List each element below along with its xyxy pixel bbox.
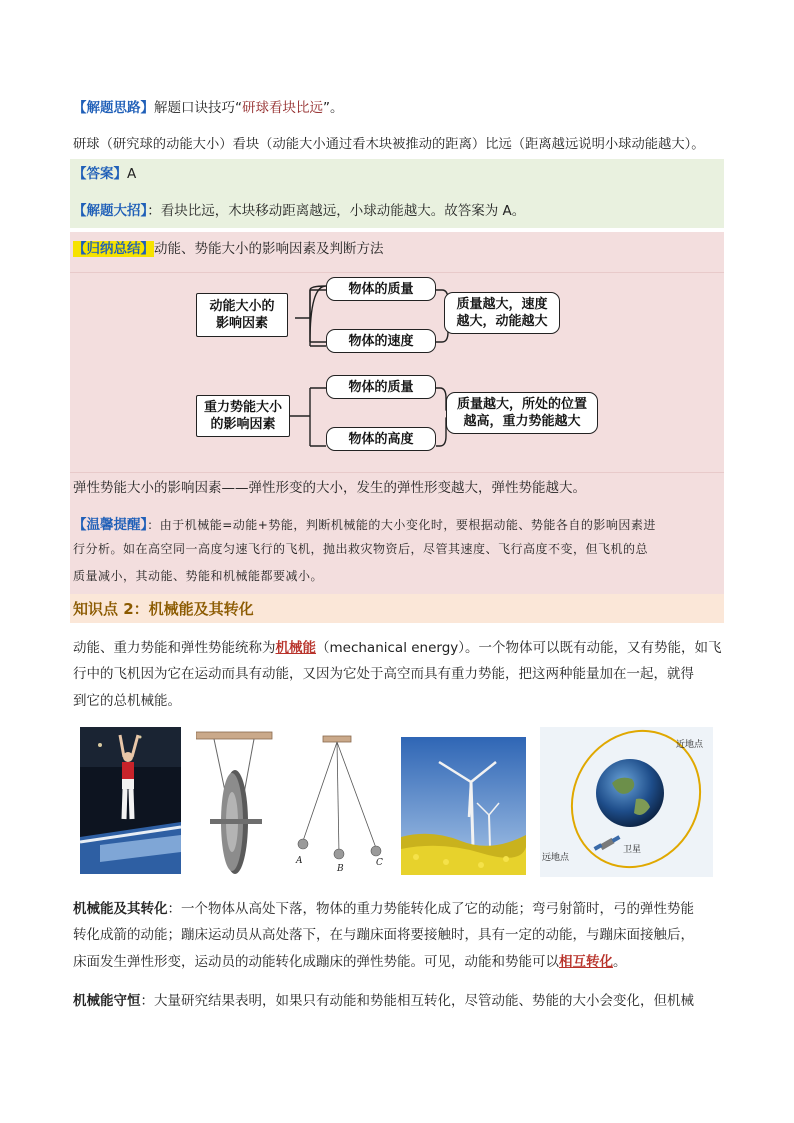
kinetic-root-label: 动能大小的影响因素: [209, 299, 275, 331]
answer-tag: 【答案】: [73, 166, 127, 182]
potential-result-box: [446, 392, 598, 434]
conversion-line-1: [73, 897, 694, 917]
wind-turbine-photo: [401, 737, 526, 875]
approach-text: 解题口诀技巧“: [154, 100, 242, 116]
maxwell-wheel-illustration: [196, 730, 276, 878]
trick-line: [73, 199, 525, 219]
reminder-line-2: 行分析。如在高空同一高度匀速飞行的飞机，抛出救灾物资后，尽管其速度、飞行高度不变，但飞机的总: [73, 542, 649, 556]
summary-text: 动能、势能大小的影响因素及判断方法: [154, 241, 384, 257]
potential-branch-top-label: 物体的质量: [348, 379, 414, 395]
answer-value: A: [127, 166, 137, 182]
pendulum-illustration: [288, 734, 388, 870]
pendulum-label-b: B: [337, 864, 344, 874]
kinetic-branch-bottom-label: 物体的速度: [348, 333, 414, 349]
potential-branch-top: [326, 375, 436, 399]
potential-branch-bottom-label: 物体的高度: [348, 431, 414, 447]
potential-root-label: 重力势能大小的影响因素: [203, 400, 282, 432]
kinetic-branch-top-label: 物体的质量: [348, 281, 414, 297]
conversion-line-2: 转化成箭的动能；蹦床运动员从高处落下，在与蹦床面将要接触时，具有一定的动能，与蹦床面接触后，: [73, 927, 694, 943]
conversion-end: 。: [613, 954, 627, 970]
trampoline-photo: [80, 727, 181, 874]
kp-intro-rest: （mechanical energy）。一个物体可以既有动能，又有势能，如飞: [316, 640, 722, 656]
conversion-text-3: 床面发生弹性形变，运动员的动能转化成蹦床的弹性势能。可见，动能和势能可以: [73, 954, 559, 970]
potential-branch-bottom: [326, 427, 436, 451]
approach-explain: 研球（研究球的动能大小）看块（动能大小通过看木块被推动的距离）比远（距离越远说明小球动能越大）。: [73, 137, 705, 152]
conversion-term: 相互转化: [559, 954, 613, 970]
kinetic-result-box: [444, 292, 560, 334]
kp-intro-pre: 动能、重力势能和弹性势能统称为: [73, 640, 276, 656]
orbit-label-perigee: 近地点: [676, 740, 704, 750]
conservation-line-1: [73, 989, 694, 1009]
kinetic-root-box: [196, 293, 288, 337]
kp-intro-line-2: 行中的飞机因为它在运动而具有动能，又因为它处于高空而具有重力势能，把这两种能量加在一起，就得: [73, 666, 694, 682]
pendulum-label-c: C: [376, 858, 383, 868]
approach-highlight: 研球看块比远: [242, 100, 323, 116]
orbit-label-satellite: 卫星: [623, 845, 642, 855]
trick-text: ：看块比远，木块移动距离越远，小球动能越大。故答案为 A。: [147, 203, 526, 219]
approach-tag: 【解题思路】: [73, 100, 154, 116]
reminder-line-3: 质量减小，其动能、势能和机械能都要减小。: [73, 569, 324, 583]
approach-line: [73, 96, 344, 116]
conversion-heading: 机械能及其转化: [73, 901, 168, 917]
summary-tag: 【归纳总结】: [73, 241, 154, 257]
kp-intro-line-1: [73, 636, 722, 656]
summary-divider: [70, 472, 724, 473]
trick-tag: 【解题大招】: [73, 203, 148, 219]
kp-intro-line-3: 到它的总机械能。: [73, 693, 181, 709]
kinetic-branch-top: [326, 277, 436, 301]
approach-end: ”。: [323, 100, 344, 116]
reminder-tag: 【温馨提醒】: [73, 517, 148, 533]
orbit-label-apogee: 远地点: [542, 853, 570, 863]
elastic-line: 弹性势能大小的影响因素——弹性形变的大小，发生的弹性形变越大，弹性势能越大。: [73, 480, 586, 496]
reminder-line-1: [73, 513, 656, 533]
summary-line: [73, 237, 384, 257]
potential-root-box: [196, 395, 290, 437]
conservation-heading: 机械能守恒: [73, 993, 141, 1009]
reminder-text-1: ：由于机械能=动能+势能，判断机械能的大小变化时，要根据动能、势能各自的影响因素进: [147, 518, 656, 532]
kp-title: 知识点 2：机械能及其转化: [73, 600, 254, 618]
pendulum-label-a: A: [296, 856, 303, 866]
kinetic-result-label: 质量越大，速度越大，动能越大: [456, 297, 548, 329]
conservation-text-1: ：大量研究结果表明，如果只有动能和势能相互转化，尽管动能、势能的大小会变化，但机械: [140, 993, 694, 1009]
kinetic-branch-bottom: [326, 329, 436, 353]
kp-intro-term: 机械能: [275, 640, 316, 656]
answer-line: [73, 162, 136, 182]
conversion-text-1: ：一个物体从高处下落，物体的重力势能转化成了它的动能；弯弓射箭时，弓的弹性势能: [167, 901, 694, 917]
potential-result-label: 质量越大，所处的位置越高，重力势能越大: [456, 397, 587, 429]
conversion-line-3: [73, 950, 627, 970]
